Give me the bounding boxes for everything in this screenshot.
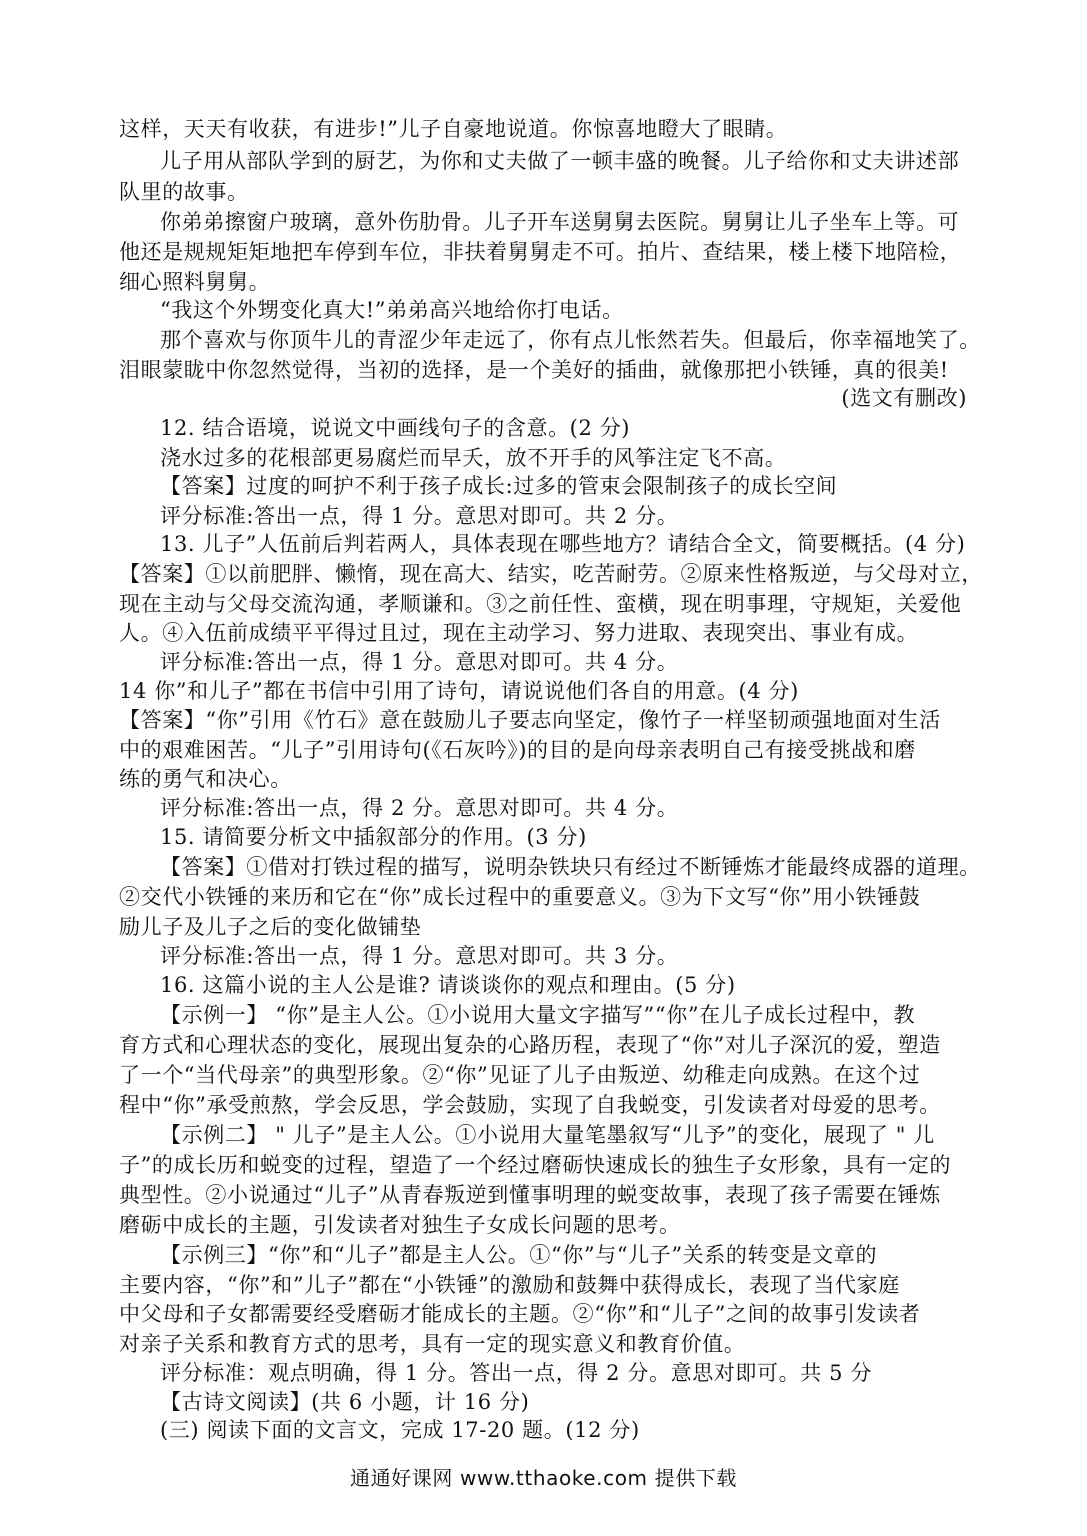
- text-line: 【答案】过度的呵护不利于孩子成长:过多的管束会限制孩子的成长空间: [160, 474, 838, 498]
- text-line: 练的勇气和决心。: [119, 767, 292, 791]
- text-line: 评分标准:答出一点，得 1 分。意思对即可。共 3 分。: [160, 944, 679, 968]
- text-line: 这样，天天有收获，有进步!”儿子自豪地说道。你惊喜地瞪大了眼睛。: [119, 117, 788, 141]
- text-line: “我这个外甥变化真大!”弟弟高兴地给你打电话。: [160, 298, 624, 322]
- text-line: 评分标准:答出一点，得 1 分。意思对即可。共 2 分。: [160, 504, 679, 528]
- text-line: 【答案】①以前肥胖、懒惰，现在高大、结实，吃苦耐劳。②原来性格叛逆，与父母对立，: [119, 562, 983, 586]
- text-line: 评分标准:答出一点，得 1 分。意思对即可。共 4 分。: [160, 650, 679, 674]
- text-line: (选文有删改): [841, 386, 967, 410]
- text-line: 你弟弟擦窗户玻璃，意外伤肋骨。儿子开车送舅舅去医院。舅舅让儿子坐车上等。可: [160, 210, 960, 234]
- page-footer: 通通好课网 www.tthaoke.com 提供下载: [349, 1466, 737, 1490]
- text-line: ②交代小铁锤的来历和它在“你”成长过程中的重要意义。③为下文写“你”用小铁锤鼓: [119, 885, 921, 909]
- text-line: 【示例一】 “你”是主人公。①小说用大量文字描写”“你”在儿子成长过程中，教: [160, 1003, 916, 1027]
- text-line: 了一个“当代母亲”的典型形象。②“你”见证了儿子由叛逆、幼稚走向成熟。在这个过: [119, 1063, 921, 1087]
- text-line: 队里的故事。: [119, 180, 249, 204]
- text-line: 育方式和心理状态的变化，展现出复杂的心路历程，表现了“你”对儿子深沉的爱，塑造: [119, 1033, 941, 1057]
- text-line: 子”的成长历和蜕变的过程，望造了一个经过磨砺快速成长的独生子女形象，具有一定的: [119, 1153, 952, 1177]
- text-line: 【答案】“你”引用《竹石》意在鼓励儿子要志向坚定，像竹子一样坚韧顽强地面对生活: [119, 708, 941, 732]
- text-line: 对亲子关系和教育方式的思考，具有一定的现实意义和教育价值。: [119, 1332, 746, 1356]
- text-line: 评分标准：观点明确，得 1 分。答出一点，得 2 分。意思对即可。共 5 分: [160, 1361, 872, 1385]
- text-line: 现在主动与父母交流沟通，孝顺谦和。③之前任性、蛮横，现在明事理，守规矩，关爱他: [119, 592, 962, 616]
- text-line: 人。④入伍前成绩平平得过且过，现在主动学习、努力进取、表现突出、事业有成。: [119, 621, 919, 645]
- text-line: 15. 请简要分析文中插叙部分的作用。(3 分): [160, 825, 587, 849]
- text-line: 典型性。②小说通过“儿子”从青春叛逆到懂事明理的蜕变故事，表现了孩子需要在锤炼: [119, 1183, 941, 1207]
- text-line: 他还是规规矩矩地把车停到车位，非扶着舅舅走不可。拍片、查结果，楼上楼下地陪检，: [119, 240, 962, 264]
- text-line: 【示例三】“你”和“儿子”都是主人公。①“你”与“儿子”关系的转变是文章的: [160, 1243, 878, 1267]
- text-line: 16. 这篇小说的主人公是谁? 请谈谈你的观点和理由。(5 分): [160, 973, 736, 997]
- text-line: 评分标准:答出一点，得 2 分。意思对即可。共 4 分。: [160, 796, 679, 820]
- text-line: 中的艰难困苦。“儿子”引用诗句(《石灰吟》)的目的是向母亲表明自己有接受挑战和磨: [119, 738, 916, 762]
- text-line: 主要内容，“你”和”儿子”都在“小铁锤”的激励和鼓舞中获得成长，表现了当代家庭: [119, 1273, 900, 1297]
- text-line: 细心照料舅舅。: [119, 270, 271, 294]
- text-line: 12. 结合语境，说说文中画线句子的含意。(2 分): [160, 416, 631, 440]
- text-line: 中父母和子女都需要经受磨砺才能成长的主题。②“你”和“儿子”之间的故事引发读者: [119, 1302, 921, 1326]
- text-line: 13. 儿子”人伍前后判若两人，具体表现在哪些地方？请结合全文，简要概括。(4 分): [160, 532, 966, 556]
- text-line: 【答案】①借对打铁过程的描写，说明杂铁块只有经过不断锤炼才能最终成器的道理。: [160, 855, 981, 879]
- text-line: 那个喜欢与你顶牛儿的青涩少年走远了，你有点儿怅然若失。但最后，你幸福地笑了。: [160, 328, 981, 352]
- text-line: (三) 阅读下面的文言文，完成 17-20 题。(12 分): [160, 1418, 640, 1442]
- text-line: 浇水过多的花根部更易腐烂而早夭，放不开手的风筝注定飞不高。: [160, 446, 787, 470]
- text-line: 泪眼蒙眬中你忽然觉得，当初的选择，是一个美好的插曲，就像那把小铁锤，真的很美!: [119, 358, 949, 382]
- text-line: 14 你”和儿子”都在书信中引用了诗句，请说说他们各自的用意。(4 分): [119, 679, 799, 703]
- text-line: 【示例二】 " 儿子”是主人公。①小说用大量笔墨叙写“儿予”的变化，展现了 " 儿: [160, 1123, 935, 1147]
- text-line: 励儿子及儿子之后的变化做铺垫: [119, 915, 422, 939]
- text-line: 【古诗文阅读】(共 6 小题，计 16 分): [160, 1390, 530, 1414]
- text-line: 儿子用从部队学到的厨艺，为你和丈夫做了一顿丰盛的晚餐。儿子给你和丈夫讲述部: [160, 149, 960, 173]
- text-line: 程中“你”承受煎熬，学会反思，学会鼓励，实现了自我蜕变，引发读者对母爱的思考。: [119, 1093, 941, 1117]
- text-line: 磨砺中成长的主题，引发读者对独生子女成长问题的思考。: [119, 1213, 681, 1237]
